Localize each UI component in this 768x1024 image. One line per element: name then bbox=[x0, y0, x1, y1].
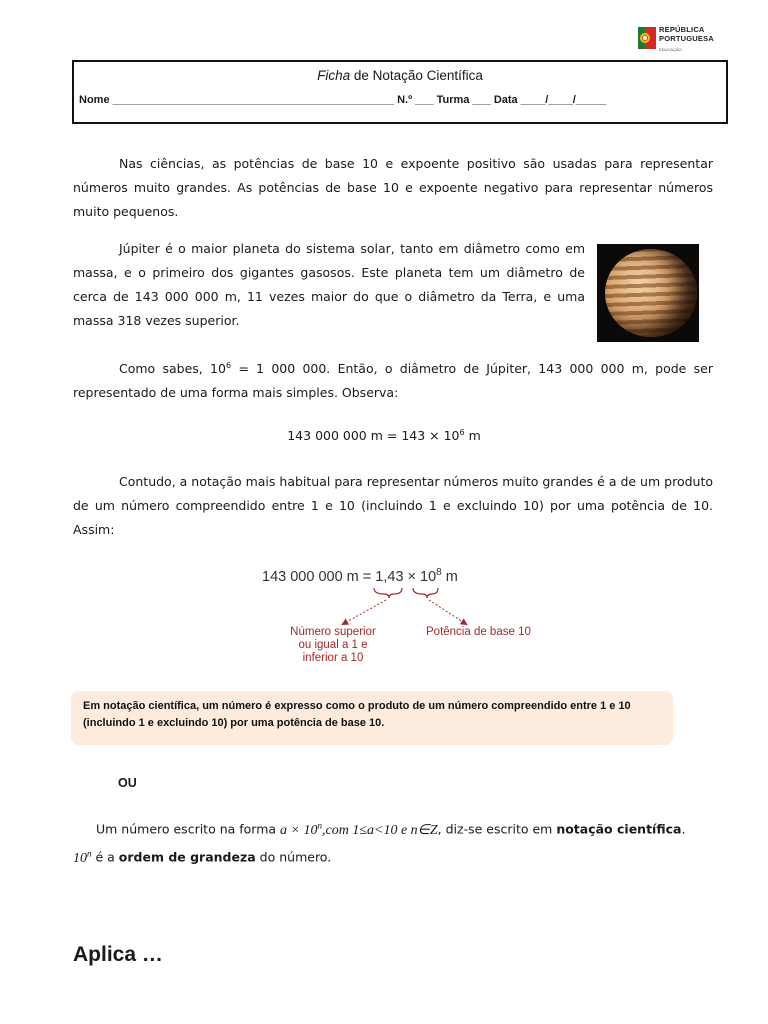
jupiter-image bbox=[597, 244, 699, 342]
republica-portuguesa-logo bbox=[638, 25, 718, 55]
definition-line bbox=[96, 820, 685, 839]
intro-text: Nas ciências, as potências de base 10 e expoente positivo são usadas para representar números muito grandes. As potências de base 10 e expoente negativo para representar números muito pequenos. bbox=[73, 156, 713, 219]
diagram-unit: m bbox=[441, 568, 458, 585]
student-info-line: Nome ______________________________________________ N.º ___ Turma ___ Data ____/____/_____ bbox=[79, 94, 607, 106]
worksheet-title bbox=[74, 68, 726, 83]
order-math bbox=[73, 848, 92, 866]
diagram-mantissa: 1,43 bbox=[375, 568, 404, 585]
definition-suffix: . bbox=[681, 821, 686, 837]
math-exponent: n bbox=[317, 820, 322, 830]
order-text-2: do número. bbox=[255, 849, 332, 865]
title-ficha: Ficha bbox=[317, 68, 351, 83]
jupiter-planet bbox=[605, 249, 697, 337]
equation-unit: m bbox=[464, 428, 481, 444]
arrow-right bbox=[429, 600, 466, 624]
math-a: a bbox=[280, 822, 288, 838]
order-base: 10 bbox=[73, 850, 87, 866]
como-sabes-text-1: Como sabes, 10 bbox=[119, 361, 226, 377]
diagram-arrows bbox=[280, 585, 500, 630]
aplica-heading: Aplica … bbox=[73, 943, 163, 966]
mantissa-brace bbox=[374, 588, 402, 598]
mantissa-label: Número superior ou igual a 1 e inferior a 10 bbox=[290, 626, 376, 664]
equation-left: 143 000 000 m = 143 × 10 bbox=[287, 428, 460, 444]
logo-line-1: REPÚBLICA bbox=[659, 25, 705, 34]
como-sabes-paragraph bbox=[73, 354, 713, 405]
term-ordem-de-grandeza: ordem de grandeza bbox=[118, 849, 256, 865]
logo-text bbox=[659, 26, 714, 43]
contudo-text: Contudo, a notação mais habitual para representar números muito grandes é a de um produto de um número compreendido entre 1 e 10 (incluindo 1 e excluindo 10) por uma potência de 10. Assim: bbox=[73, 474, 713, 537]
scientific-notation-example bbox=[262, 567, 458, 585]
diagram-left: 143 000 000 m = bbox=[262, 568, 376, 585]
math-times: × 10 bbox=[287, 822, 318, 838]
equation-diameter bbox=[0, 428, 768, 443]
term-notacao-cientifica: notação científica bbox=[556, 821, 682, 837]
logo-line-2: PORTUGUESA bbox=[659, 33, 714, 43]
power-brace bbox=[413, 588, 438, 598]
arrow-left bbox=[343, 600, 386, 624]
order-of-magnitude-line bbox=[73, 848, 331, 867]
logo-subtitle: EDUCAÇÃO bbox=[659, 47, 682, 52]
equation-exponent: 6 bbox=[459, 428, 465, 437]
definition-math bbox=[280, 820, 438, 838]
order-exponent: n bbox=[87, 848, 92, 858]
ou-label: OU bbox=[118, 776, 137, 790]
intro-paragraph bbox=[73, 152, 713, 224]
order-text-1: é a bbox=[91, 849, 119, 865]
definition-note-box: Em notação científica, um número é expresso como o produto de um número compreendido entre 1 e 10 (incluindo 1 e excluindo 10) por uma potência de base 10. bbox=[71, 691, 673, 745]
definition-middle: , diz-se escrito em bbox=[437, 821, 557, 837]
como-sabes-exponent: 6 bbox=[225, 361, 232, 370]
portugal-emblem-icon bbox=[638, 27, 656, 49]
definition-prefix: Um número escrito na forma bbox=[96, 821, 281, 837]
power-label: Potência de base 10 bbox=[426, 626, 531, 638]
jupiter-text: Júpiter é o maior planeta do sistema solar, tanto em diâmetro como em massa, e o primeiro dos gigantes gasosos. Este planeta tem um diâmetro de cerca de 143 000 000 m, 11 vezes maior do que o diâmetro da Terra, e uma massa 318 vezes superior. bbox=[73, 241, 585, 328]
contudo-paragraph bbox=[73, 470, 713, 542]
math-condition: ,com 1≤a<10 e n∈Z bbox=[322, 822, 438, 838]
diagram-times: × 10 bbox=[403, 568, 437, 585]
diagram-exponent: 8 bbox=[436, 567, 442, 578]
worksheet-header bbox=[72, 60, 728, 124]
jupiter-paragraph bbox=[73, 237, 585, 333]
title-rest: de Notação Científica bbox=[350, 68, 483, 83]
como-sabes-text-2: = 1 000 000. Então, o diâmetro de Júpiter, 143 000 000 m, pode ser representado de uma forma mais simples. Observa: bbox=[73, 361, 713, 401]
